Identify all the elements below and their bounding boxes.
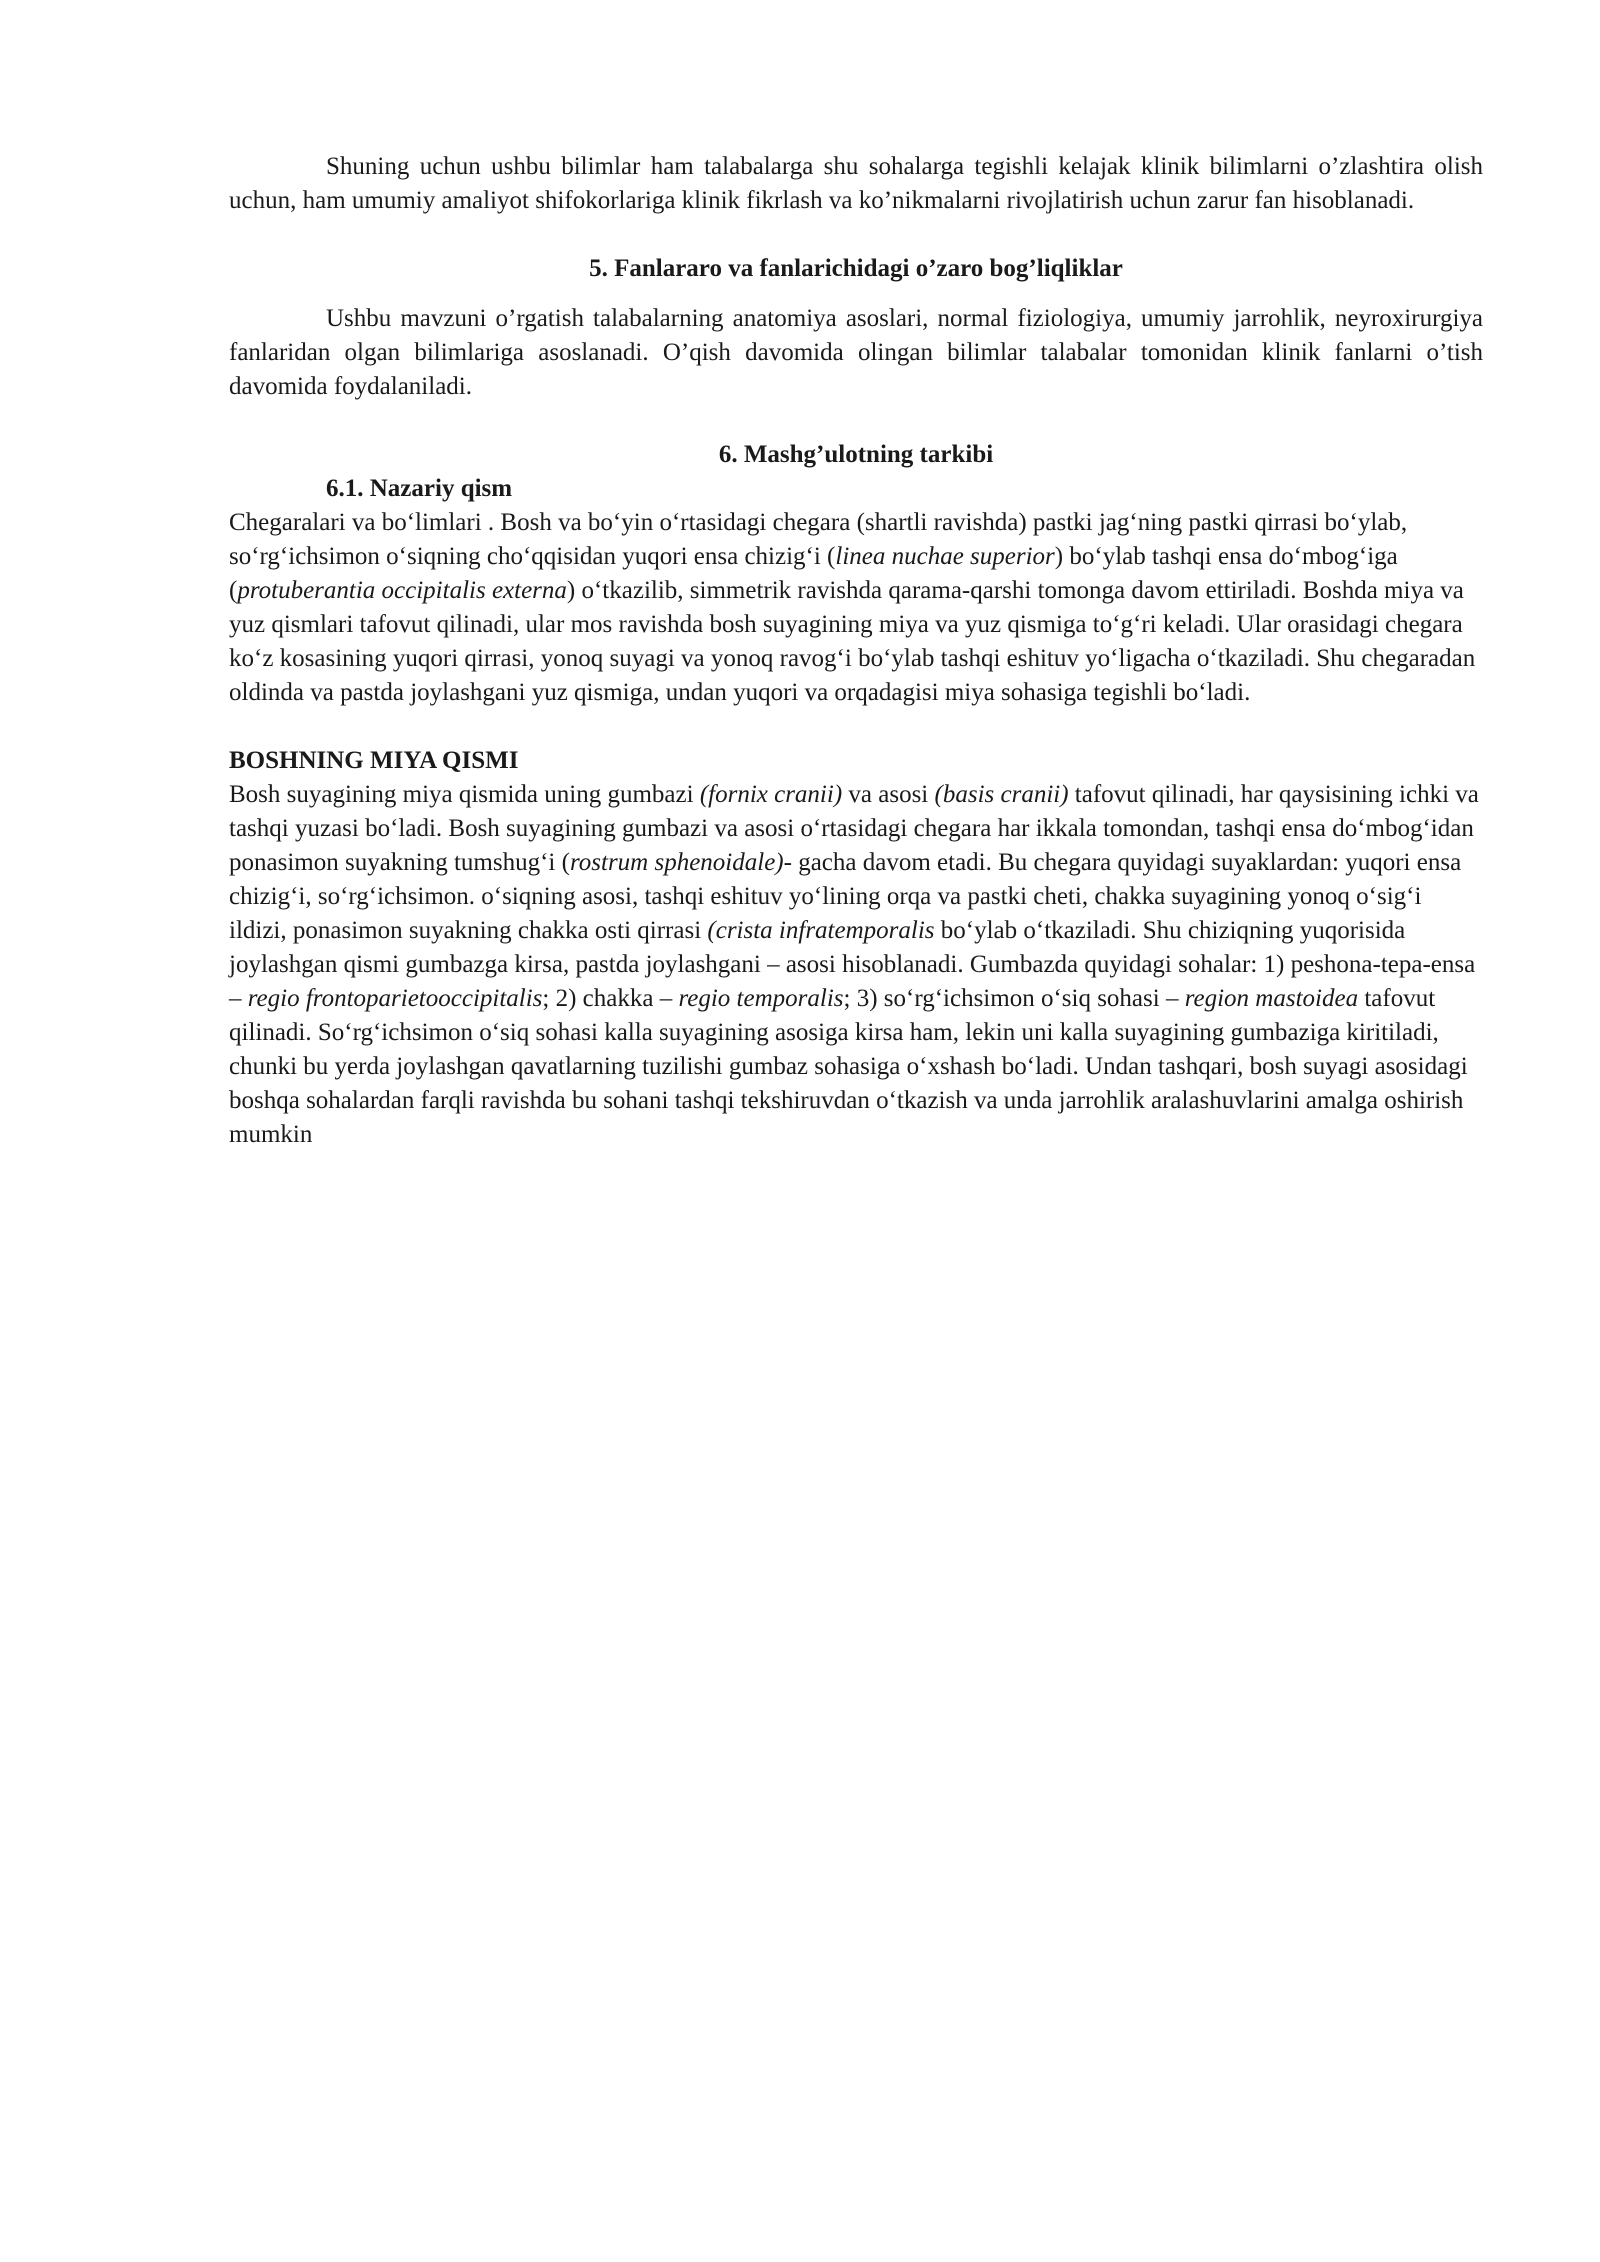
cranial-part-heading: BOSHNING MIYA QISMI [229, 747, 519, 774]
text-run: tafovut qilinadi, har qaysisining ichki va tashqi yuzasi bo‘ladi. Bosh suyagining gumbazi va asosi o‘rtasidagi chegara har ikkala tomondan, tashqi ensa do‘mbog‘idan ponasimon suyakning tumshug‘i ( [229, 781, 1479, 876]
latin-term: protuberantia occipitalis externa [237, 577, 567, 604]
text-run: tafovut qilinadi. So‘rg‘ichsimon o‘siq sohasi kalla suyagining asosiga kirsa ham, lekin uni kalla suyagining gumbaziga kiritiladi, chunki bu yerda joylashgan qavatlarning tuzilishi gumbaz sohasiga o‘xshash bo‘ladi. Undan tashqari, bosh suyagi asosidagi boshqa sohalardan farqli ravishda bu sohani tashqi tekshiruvdan o‘tkazish va unda jarrohlik aralashuvlarini amalga oshirish mumkin [229, 985, 1468, 1148]
latin-term: (basis cranii) [934, 781, 1069, 808]
latin-term: region mastoidea [1184, 985, 1359, 1012]
text-run: bo‘ylab o‘tkaziladi. Shu chiziqning yuqorisida joylashgan qismi gumbazga kirsa, pastda joylashgani – asosi hisoblanadi. Gumbazda quyidagi sohalar: 1) peshona-tepa-ensa – [229, 917, 1476, 1012]
text-run: ; 2) chakka – [542, 985, 679, 1012]
document-page [229, 150, 1483, 1152]
text-run: ) bo‘ylab tashqi ensa do‘mbog‘iga ( [229, 543, 1398, 604]
text-run: va asosi [842, 781, 935, 808]
text-run: Bosh suyagining miya qismida uning gumbazi [229, 781, 700, 808]
section-5-paragraph: Ushbu mavzuni o’rgatish talabalarning anatomiya asoslari, normal fiziologiya, umumiy jarrohlik, neyroxirurgiya fanlaridan olgan bilimlariga asoslanadi. O’qish davomida olingan bilimlar talabalar tomonidan klinik fanlarni o’tish davomida foydalaniladi. [229, 305, 1483, 400]
intro-paragraph: Shuning uchun ushbu bilimlar ham talabalarga shu sohalarga tegishli kelajak klinik bilimlarni o’zlashtira olish uchun, ham umumiy amaliyot shifokorlariga klinik fikrlash va ko’nikmalarni rivojlatirish uchun zarur fan hisoblanadi. [229, 153, 1483, 214]
text-run: ) o‘tkazilib, simmetrik ravishda qarama-qarshi tomonga davom ettiriladi. Boshda miya va yuz qismlari tafovut qilinadi, ular mos ravishda bosh suyagining miya va yuz qismiga to‘g‘ri keladi. Ular orasidagi chegara ko‘z kosasining yuqori qirrasi, yonoq suyagi va yonoq ravog‘i bo‘ylab tashqi eshituv yo‘ligacha o‘tkaziladi. Shu chegaradan oldinda va pastda joylashgani yuz qismiga, undan yuqori va orqadagisi miya sohasiga tegishli bo‘ladi. [229, 577, 1476, 706]
latin-term: rostrum sphenoidale)- [569, 849, 792, 876]
text-run: gacha davom etadi. Bu chegara quyidagi suyaklardan: yuqori ensa chizig‘i, so‘rg‘ichsimon. o‘siqning asosi, tashqi eshituv yo‘lining orqa va pastki cheti, chakka suyagining yonoq o‘sig‘i ildizi, ponasimon suyakning chakka osti qirrasi [229, 849, 1462, 944]
latin-term: linea nuchae superior [835, 543, 1055, 570]
section-6-1-heading: 6.1. Nazariy qism [326, 475, 513, 502]
latin-term: (fornix cranii) [699, 781, 843, 808]
cranial-part-paragraph [229, 778, 1483, 1152]
section-5-heading: 5. Fanlararo va fanlarichidagi o’zaro bog’liqliklar [589, 255, 1123, 282]
text-run: Chegaralari va bo‘limlari . Bosh va bo‘yin o‘rtasidagi chegara (shartli ravishda) pastki jag‘ning pastki qirrasi bo‘ylab, so‘rg‘ichsimon o‘siqning cho‘qqisidan yuqori ensa chizig‘i ( [229, 509, 1408, 570]
text-run: ; 3) so‘rg‘ichsimon o‘siq sohasi – [843, 985, 1185, 1012]
latin-term: regio frontoparietooccipitalis [247, 985, 543, 1012]
latin-term: (crista infratemporalis [707, 917, 935, 944]
latin-term: regio temporalis [678, 985, 844, 1012]
boundaries-paragraph [229, 506, 1483, 710]
section-6-heading: 6. Mashg’ulotning tarkibi [718, 441, 994, 468]
